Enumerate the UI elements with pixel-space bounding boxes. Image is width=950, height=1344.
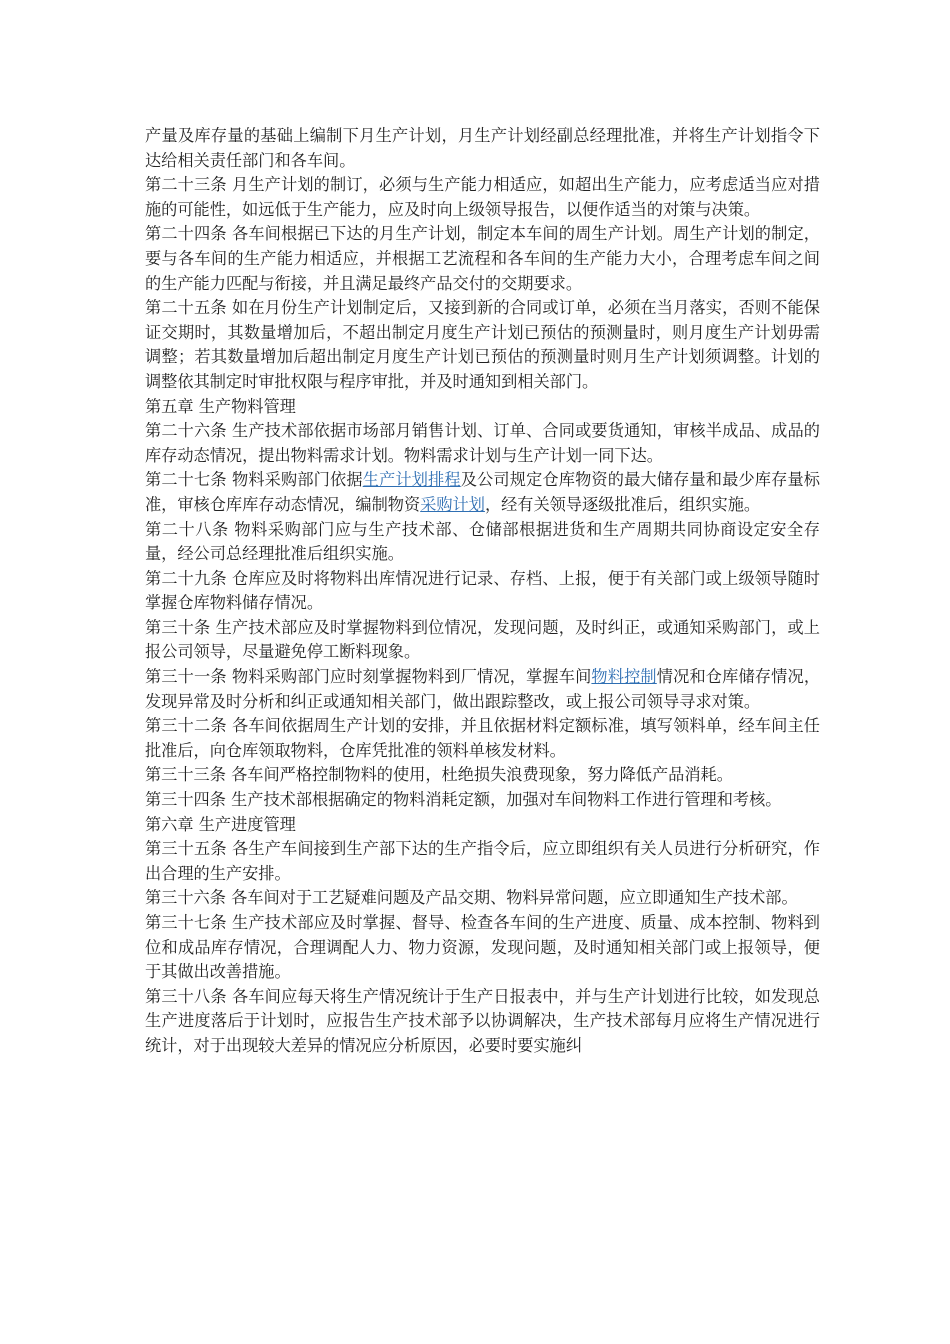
paragraph-text: 第三十三条 各车间严格控制物料的使用，杜绝损失浪费现象，努力降低产品消耗。 [145,765,733,785]
paragraph-text: 第三十七条 生产技术部应及时掌握、督导、检查各车间的生产进度、质量、成本控制、物料到位和成品库存情况，合理调配人力、物力资源，发现问题，及时通知相关部门或上报领导，便于其做出改善措施。 [145,913,820,982]
paragraph [145,788,820,813]
paragraph [145,837,820,886]
paragraph [145,714,820,763]
paragraph-text: 第二十四条 各车间根据已下达的月生产计划，制定本车间的周生产计划。周生产计划的制定，要与各车间的生产能力相适应，并根据工艺流程和各车间的生产能力大小，合理考虑车间之间的生产能力匹配与衔接，并且满足最终产品交付的交期要求。 [145,224,820,293]
paragraph [145,468,820,517]
paragraph [145,616,820,665]
paragraph [145,395,820,420]
link-material-control[interactable]: 物料控制 [591,667,657,687]
paragraph [145,518,820,567]
paragraph-text: 第三十条 生产技术部应及时掌握物料到位情况，发现问题，及时纠正，或通知采购部门，或上报公司领导，尽量避免停工断料现象。 [145,617,820,662]
paragraph [145,567,820,616]
paragraph-text: ，经有关领导逐级批准后，组织实施。 [484,494,761,514]
paragraph [145,419,820,468]
link-procurement-plan[interactable]: 采购计划 [420,494,485,514]
paragraph [145,813,820,838]
paragraph [145,173,820,222]
link-production-scheduling[interactable]: 生产计划排程 [362,470,461,490]
paragraph-text: 第三十五条 各生产车间接到生产部下达的生产指令后，应立即组织有关人员进行分析研究，作出合理的生产安排。 [145,839,820,883]
paragraph [145,886,820,911]
document-body [145,124,820,1059]
paragraph-text: 第五章 生产物料管理 [145,396,296,416]
paragraph-text: 及公司规定仓库物资的最大储存量和最少库存量标准，审核仓库库存动态情况，编制物资 [145,470,820,514]
paragraph-text: 第二十六条 生产技术部依据市场部月销售计划、订单、合同或要货通知，审核半成品、成品的库存动态情况，提出物料需求计划。物料需求计划与生产计划一同下达。 [145,421,820,465]
paragraph-text: 第三十八条 各车间应每天将生产情况统计于生产日报表中，并与生产计划进行比较，如发现总生产进度落后于计划时，应报告生产技术部予以协调解决，生产技术部每月应将生产情况进行统计，对于出现较大差异的情况应分析原因，必要时要实施纠 [145,986,820,1055]
paragraph-text: 第二十五条 如在月份生产计划制定后，又接到新的合同或订单，必须在当月落实，否则不能保证交期时，其数量增加后，不超出制定月度生产计划已预估的预测量时，则月度生产计划毋需调整；若其数量增加后超出制定月度生产计划已预估的预测量时则月生产计划须调整。计划的调整依其制定时审批权限与程序审批，并及时通知到相关部门。 [145,298,820,391]
paragraph [145,222,820,296]
paragraph-text: 第二十九条 仓库应及时将物料出库情况进行记录、存档、上报，便于有关部门或上级领导随时掌握仓库物料储存情况。 [145,568,820,613]
paragraph-text: 第二十八条 物料采购部门应与生产技术部、仓储部根据进货和生产周期共同协商设定安全存量，经公司总经理批准后组织实施。 [145,519,820,564]
paragraph [145,763,820,788]
paragraph-text: 第三十二条 各车间依据周生产计划的安排，并且依据材料定额标准，填写领料单，经车间主任批准后，向仓库领取物料，仓库凭批准的领料单核发材料。 [145,716,820,760]
paragraph-text: 产量及库存量的基础上编制下月生产计划，月生产计划经副总经理批准，并将生产计划指令下达给相关责任部门和各车间。 [145,126,820,170]
paragraph-text: 第三十四条 生产技术部根据确定的物料消耗定额，加强对车间物料工作进行管理和考核。 [145,790,782,810]
paragraph [145,665,820,714]
paragraph [145,911,820,985]
paragraph-text: 情况和仓库储存情况，发现异常及时分析和纠正或通知相关部门，做出跟踪整改，或上报公司领导寻求对策。 [145,667,821,711]
paragraph-text: 第三十六条 各车间对于工艺疑难问题及产品交期、物料异常问题，应立即通知生产技术部。 [145,888,798,908]
paragraph [145,985,820,1059]
paragraph-text: 第六章 生产进度管理 [145,814,296,834]
paragraph-text: 第三十一条 物料采购部门应时刻掌握物料到厂情况，掌握车间 [145,667,592,687]
paragraph-text: 第二十三条 月生产计划的制订，必须与生产能力相适应，如超出生产能力，应考虑适当应对措施的可能性，如远低于生产能力，应及时向上级领导报告，以便作适当的对策与决策。 [145,175,820,219]
paragraph-text: 第二十七条 物料采购部门依据 [145,470,363,490]
paragraph [145,124,820,173]
paragraph [145,296,820,394]
